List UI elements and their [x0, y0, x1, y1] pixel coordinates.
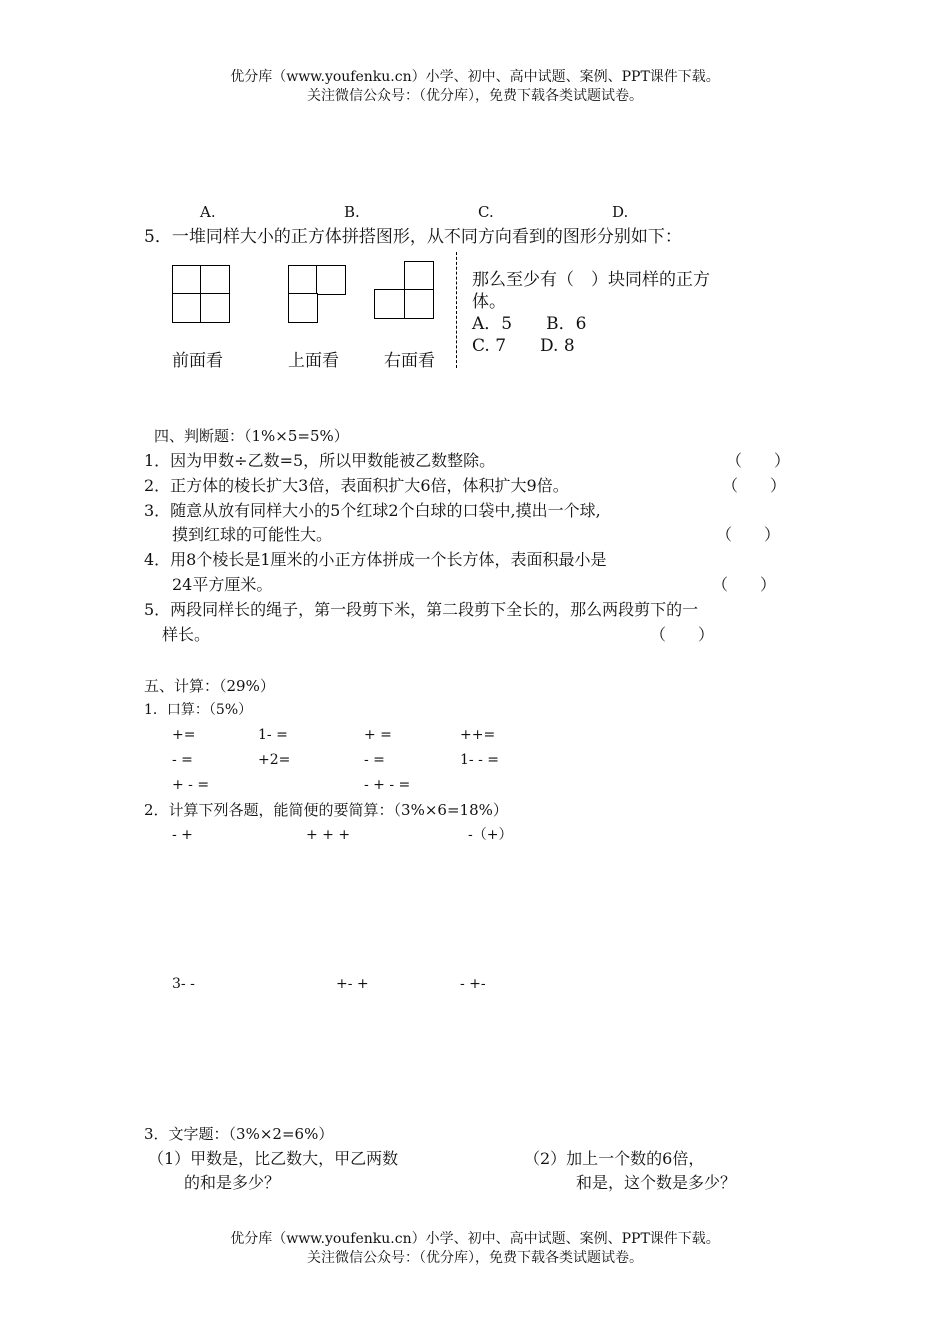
judge-item-2: 2．正方体的棱长扩大3倍，表面积扩大6倍，体积扩大9倍。 — [144, 476, 569, 495]
word-problem-2: （2）加上一个数的6倍， — [524, 1149, 705, 1168]
oral-item: ++= — [460, 727, 496, 743]
option-d: D. — [612, 203, 629, 221]
q5-options-row-2: C. 7 D. 8 — [472, 336, 575, 356]
q5-options-row-1: A．5 B．6 — [472, 314, 587, 334]
header-line-1: 优分库（www.youfenku.cn）小学、初中、高中试题、案例、PPT课件下载。 — [230, 69, 720, 85]
oral-item: + - = — [172, 777, 210, 793]
oral-item: - = — [172, 752, 193, 768]
judge-item-5: 5．两段同样长的绳子，第一段剪下米，第二段剪下全长的，那么两段剪下的一 — [144, 600, 699, 619]
oral-calc-title: 1．口算：（5%） — [144, 702, 253, 718]
judge-item-4: 4．用8个棱长是1厘米的小正方体拼成一个长方体，表面积最小是 — [144, 550, 607, 569]
judge-item-5-line-2: 样长。 — [162, 625, 211, 644]
calc-title: 2．计算下列各题，能简便的要简算：（3%×6=18%） — [144, 801, 508, 819]
word-problem-1: （1）甲数是，比乙数大，甲乙两数 — [148, 1149, 399, 1168]
judge-item-3: 3．随意从放有同样大小的5个红球2个白球的口袋中,摸出一个球, — [144, 501, 601, 520]
calc-item: - +- — [460, 976, 486, 992]
oral-item: - + - = — [364, 777, 411, 793]
q5-ask-line-1: 那么至少有（ ）块同样的正方 — [472, 270, 710, 290]
judge-item-5-answer: （ ） — [650, 625, 715, 644]
header-line-2: 关注微信公众号：（优分库），免费下载各类试题试卷。 — [307, 88, 643, 104]
judge-item-1: 1．因为甲数÷乙数=5，所以甲数能被乙数整除。 — [144, 451, 496, 470]
oral-item: 1- = — [258, 727, 288, 743]
judge-item-3-answer: （ ） — [716, 525, 781, 544]
judge-item-1-answer: （ ） — [726, 451, 791, 470]
label-right: 右面看 — [384, 351, 435, 371]
word-problem-1-line-2: 的和是多少？ — [184, 1173, 281, 1192]
option-a: A. — [200, 203, 216, 221]
judge-item-3-line-2: 摸到红球的可能性大。 — [172, 525, 333, 544]
oral-item: - = — [364, 752, 385, 768]
section-4-title: 四、判断题：（1%×5=5%） — [154, 427, 349, 445]
oral-item: + = — [364, 727, 392, 743]
label-top: 上面看 — [288, 351, 339, 371]
section-5-title: 五、计算：（29%） — [144, 677, 275, 695]
calc-item: + + + — [306, 827, 351, 843]
calc-item: +- + — [336, 976, 369, 992]
calc-item: 3- - — [172, 976, 195, 992]
oral-item: 1- - = — [460, 752, 499, 768]
word-problem-2-line-2: 和是，这个数是多少？ — [576, 1173, 737, 1192]
dashed-divider — [456, 252, 457, 368]
oral-item: +2= — [258, 752, 291, 768]
q5-stem: 5．一堆同样大小的正方体拼搭图形，从不同方向看到的图形分别如下： — [144, 227, 682, 247]
option-c: C. — [478, 203, 494, 221]
footer-line-1: 优分库（www.youfenku.cn）小学、初中、高中试题、案例、PPT课件下载。 — [230, 1231, 720, 1247]
q5-ask-line-2: 体。 — [472, 292, 506, 312]
judge-item-4-line-2: 24平方厘米。 — [172, 575, 273, 594]
judge-item-4-answer: （ ） — [712, 575, 777, 594]
word-problem-title: 3．文字题：（3%×2=6%） — [144, 1125, 334, 1143]
option-b: B. — [344, 203, 360, 221]
footer-line-2: 关注微信公众号：（优分库），免费下载各类试题试卷。 — [307, 1250, 643, 1266]
label-front: 前面看 — [172, 351, 223, 371]
calc-item: -（+） — [468, 827, 513, 843]
calc-item: - + — [172, 827, 193, 843]
judge-item-2-answer: （ ） — [722, 476, 787, 495]
oral-item: += — [172, 727, 196, 743]
